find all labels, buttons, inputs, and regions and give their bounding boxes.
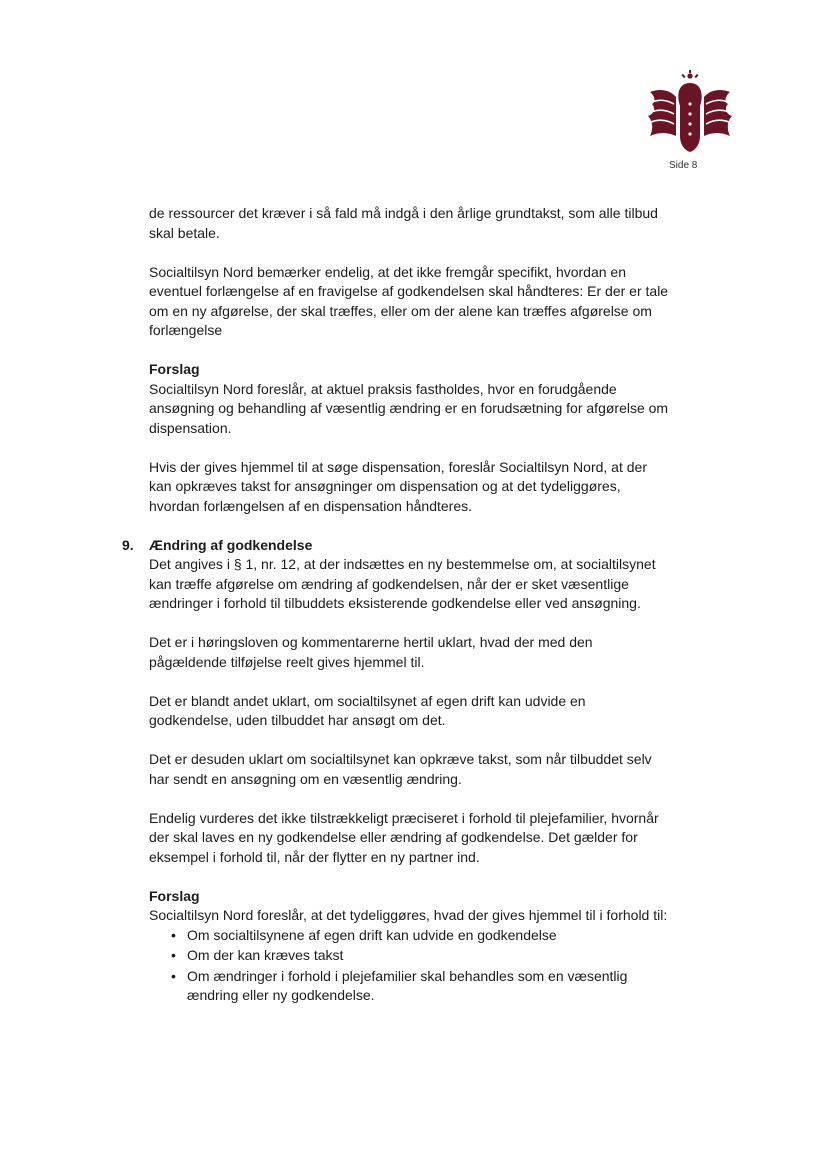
- section-number: 9.: [122, 536, 134, 553]
- list-item: [149, 946, 669, 966]
- bullet-icon: •: [171, 967, 176, 984]
- paragraph: Hvis der gives hjemmel til at søge dispensation, foreslår Socialtilsyn Nord, at der kan opkræves takst for ansøgninger om dispensation og at det tydeliggøres, hvordan forlængelsen af en dispensation håndteres.: [149, 458, 647, 514]
- list-item: [149, 926, 669, 946]
- paragraph: de ressourcer det kræver i så fald må indgå i den årlige grundtakst, som alle tilbud skal betale.: [149, 205, 658, 241]
- list-item: [149, 967, 669, 1006]
- forslag-heading: Forslag: [149, 887, 200, 904]
- forslag-heading: Forslag: [149, 361, 200, 377]
- section-heading: [122, 536, 669, 556]
- bullet-icon: •: [171, 947, 176, 963]
- list-item-text: Om ændringer i forhold i plejefamilier skal behandles som en væsentlig ændring eller ny godkendelse.: [187, 967, 628, 1003]
- paragraph: Det er desuden uklart om socialtilsynet kan opkræve takst, som når tilbuddet selv har sendt en ansøgning om en væsentlig ændring.: [149, 751, 652, 787]
- paragraph: Socialtilsyn Nord foreslår, at det tydeliggøres, hvad der gives hjemmel til i forhold til:: [149, 907, 668, 923]
- paragraph: Det er i høringsloven og kommentarerne hertil uklart, hvad der med den pågældende tilføjelse reelt gives hjemmel til.: [149, 634, 593, 670]
- paragraph: Socialtilsyn Nord foreslår, at aktuel praksis fastholdes, hvor en forudgående ansøgning og behandling af væsentlig ændring er en forudsætning for afgørelse om dispensation.: [149, 380, 669, 436]
- paragraph: Endelig vurderes det ikke tilstrækkeligt præciseret i forhold til plejefamilier, hvornår der skal laves en ny godkendelse eller ændring af godkendelse. Det gælder for eksempel i forhold til, når der flytter en ny partner ind.: [149, 809, 659, 865]
- bullet-icon: •: [171, 926, 176, 943]
- document-body: [122, 204, 669, 1007]
- paragraph: Det angives i § 1, nr. 12, at der indsættes en ny bestemmelse om, at socialtilsynet kan træffe afgørelse om ændring af godkendelsen, når der er sket væsentlige ændringer i forhold til tilbuddets eksisterende godkendelse eller ved ansøgning.: [149, 556, 656, 611]
- list-item-text: Om der kan kræves takst: [187, 947, 344, 963]
- section-title: Ændring af godkendelse: [149, 536, 313, 553]
- list-item-text: Om socialtilsynene af egen drift kan udvide en godkendelse: [187, 926, 557, 943]
- page-number: Side 8: [669, 160, 698, 171]
- bullet-list: [149, 926, 669, 1006]
- paragraph: Det er blandt andet uklart, om socialtilsynet af egen drift kan udvide en godkendelse, uden tilbuddet har ansøgt om det.: [149, 692, 586, 728]
- paragraph: Socialtilsyn Nord bemærker endelig, at det ikke fremgår specifikt, hvordan en eventuel forlængelse af en fravigelse af godkendelsen skal håndteres: Er der er tale om en ny afgørelse, der skal træffes, eller om der alene kan træffes afgørelse om forlængelse: [149, 263, 669, 338]
- crest-logo-icon: [646, 70, 734, 154]
